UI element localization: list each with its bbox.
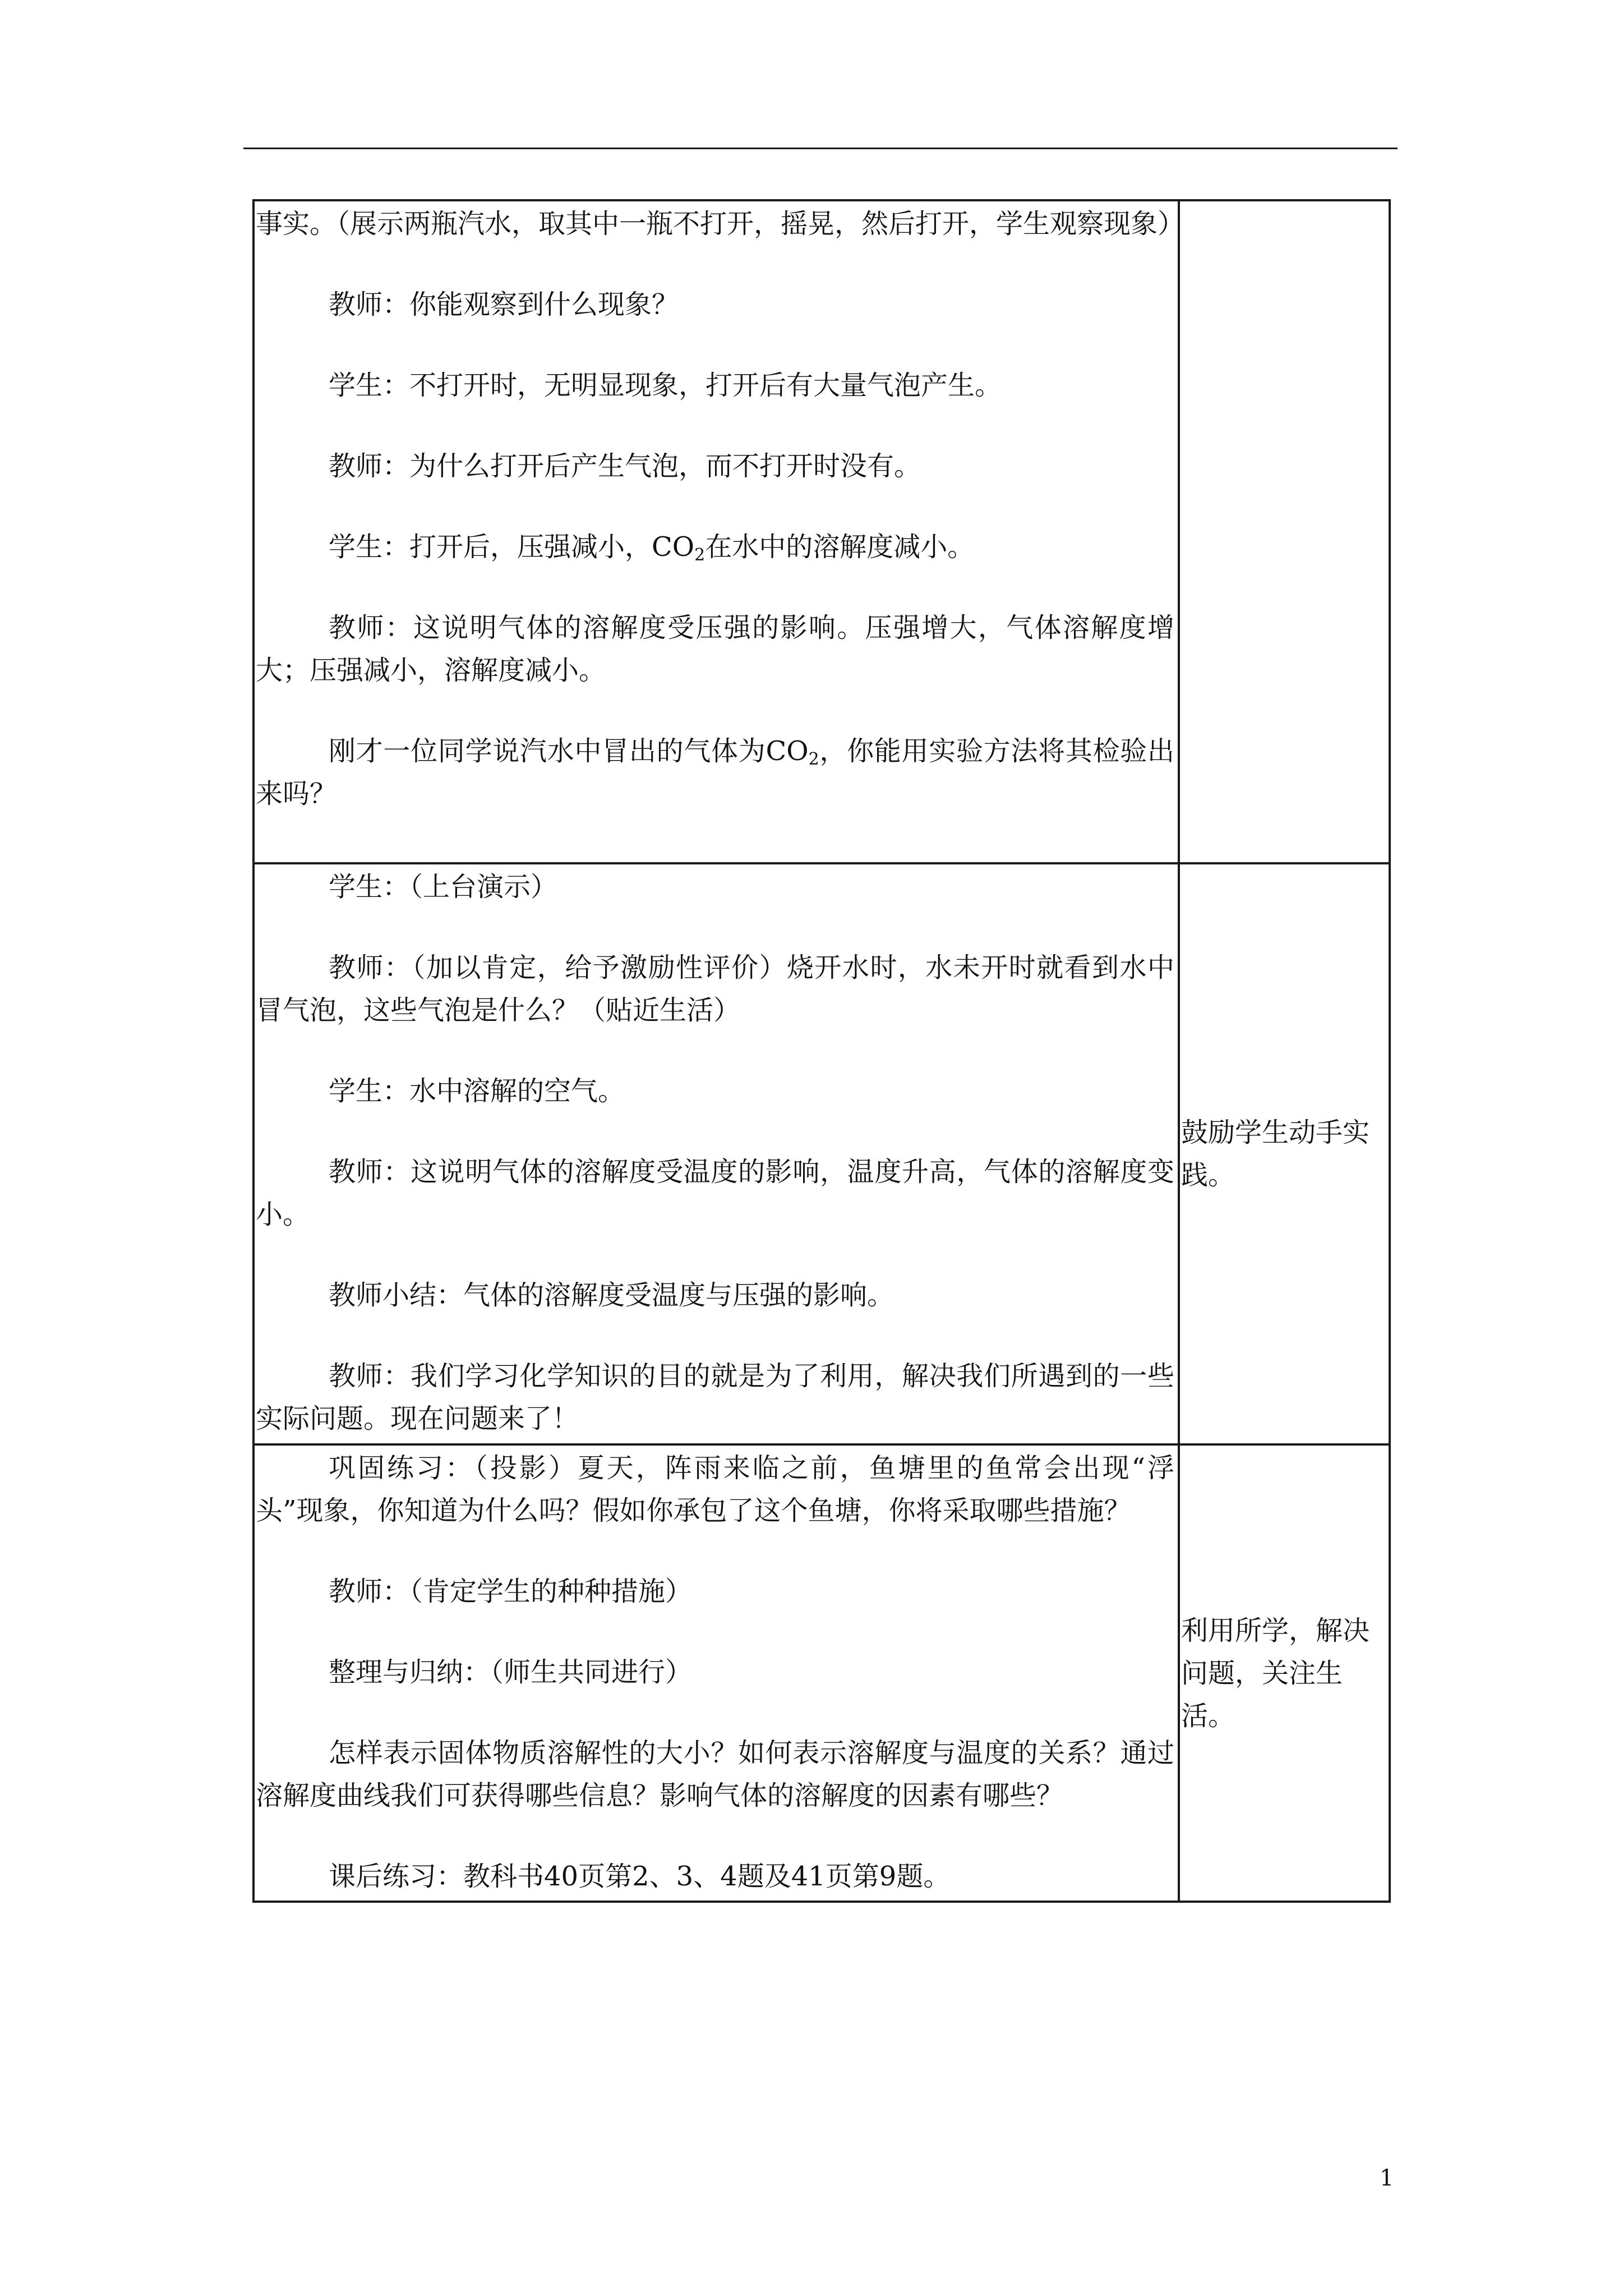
row-1-note: [1180, 201, 1389, 862]
text-span: 刚才一位同学说汽水中冒出的气体为CO: [329, 735, 809, 767]
lesson-table: [252, 199, 1391, 1903]
paragraph: 学生：不打开时，无明显现象，打开后有大量气泡产生。: [329, 370, 1002, 401]
text-span: 学生：打开后，压强减小，CO: [329, 531, 695, 563]
subscript: 2: [808, 749, 819, 769]
paragraph: 教师：（加以肯定，给予激励性评价）烧开水时，水未开时就看到水中冒气泡，这些气泡是什么？（贴近生活）: [256, 952, 1174, 1026]
page-number: 1: [1380, 2165, 1394, 2191]
row-3-note: [1180, 1446, 1389, 1901]
paragraph: [256, 730, 1174, 815]
row-3-content: [255, 1446, 1178, 1901]
paragraph: [256, 526, 1174, 568]
paragraph: 教师：为什么打开后产生气泡，而不打开时没有。: [329, 450, 921, 482]
paragraph: 课后练习：教科书40页第2、3、4题及41页第9题。: [329, 1861, 951, 1892]
paragraph: 学生：（上台演示）: [329, 871, 558, 903]
text-span: ，你能用实验方法将其检验出来吗？: [256, 735, 1174, 809]
text-span: 在水中的溶解度减小。: [705, 531, 975, 563]
paragraph: 教师：（肯定学生的种种措施）: [329, 1576, 693, 1607]
note-text: 利用所学，解决问题，关注生活。: [1181, 1614, 1370, 1732]
note-text: 鼓励学生动手实践。: [1181, 1117, 1370, 1191]
paragraph: 学生：水中溶解的空气。: [329, 1075, 625, 1107]
paragraph: 教师：我们学习化学知识的目的就是为了利用，解决我们所遇到的一些实际问题。现在问题来了！: [256, 1360, 1174, 1434]
subscript: 2: [694, 545, 706, 565]
header-rule: [243, 148, 1398, 149]
paragraph: 巩固练习：（投影）夏天，阵雨来临之前，鱼塘里的鱼常会出现“浮头”现象，你知道为什么吗？假如你承包了这个鱼塘，你将采取哪些措施？: [256, 1452, 1174, 1526]
row-1-content: [255, 201, 1185, 862]
paragraph: 教师：这说明气体的溶解度受压强的影响。压强增大，气体溶解度增大；压强减小，溶解度减小。: [256, 612, 1174, 686]
row-2-note: [1180, 864, 1389, 1443]
paragraph: 教师小结：气体的溶解度受温度与压强的影响。: [329, 1280, 895, 1311]
paragraph: 教师：你能观察到什么现象？: [329, 289, 679, 320]
row-2-content: [255, 864, 1178, 1443]
paragraph: 整理与归纳：（师生共同进行）: [329, 1657, 693, 1688]
paragraph: 怎样表示固体物质溶解性的大小？如何表示溶解度与温度的关系？通过溶解度曲线我们可获得哪些信息？影响气体的溶解度的因素有哪些？: [256, 1737, 1174, 1811]
paragraph: 事实。（展示两瓶汽水，取其中一瓶不打开，摇晃，然后打开，学生观察现象）: [256, 208, 1185, 240]
paragraph: 教师：这说明气体的溶解度受温度的影响，温度升高，气体的溶解度变小。: [256, 1156, 1174, 1230]
